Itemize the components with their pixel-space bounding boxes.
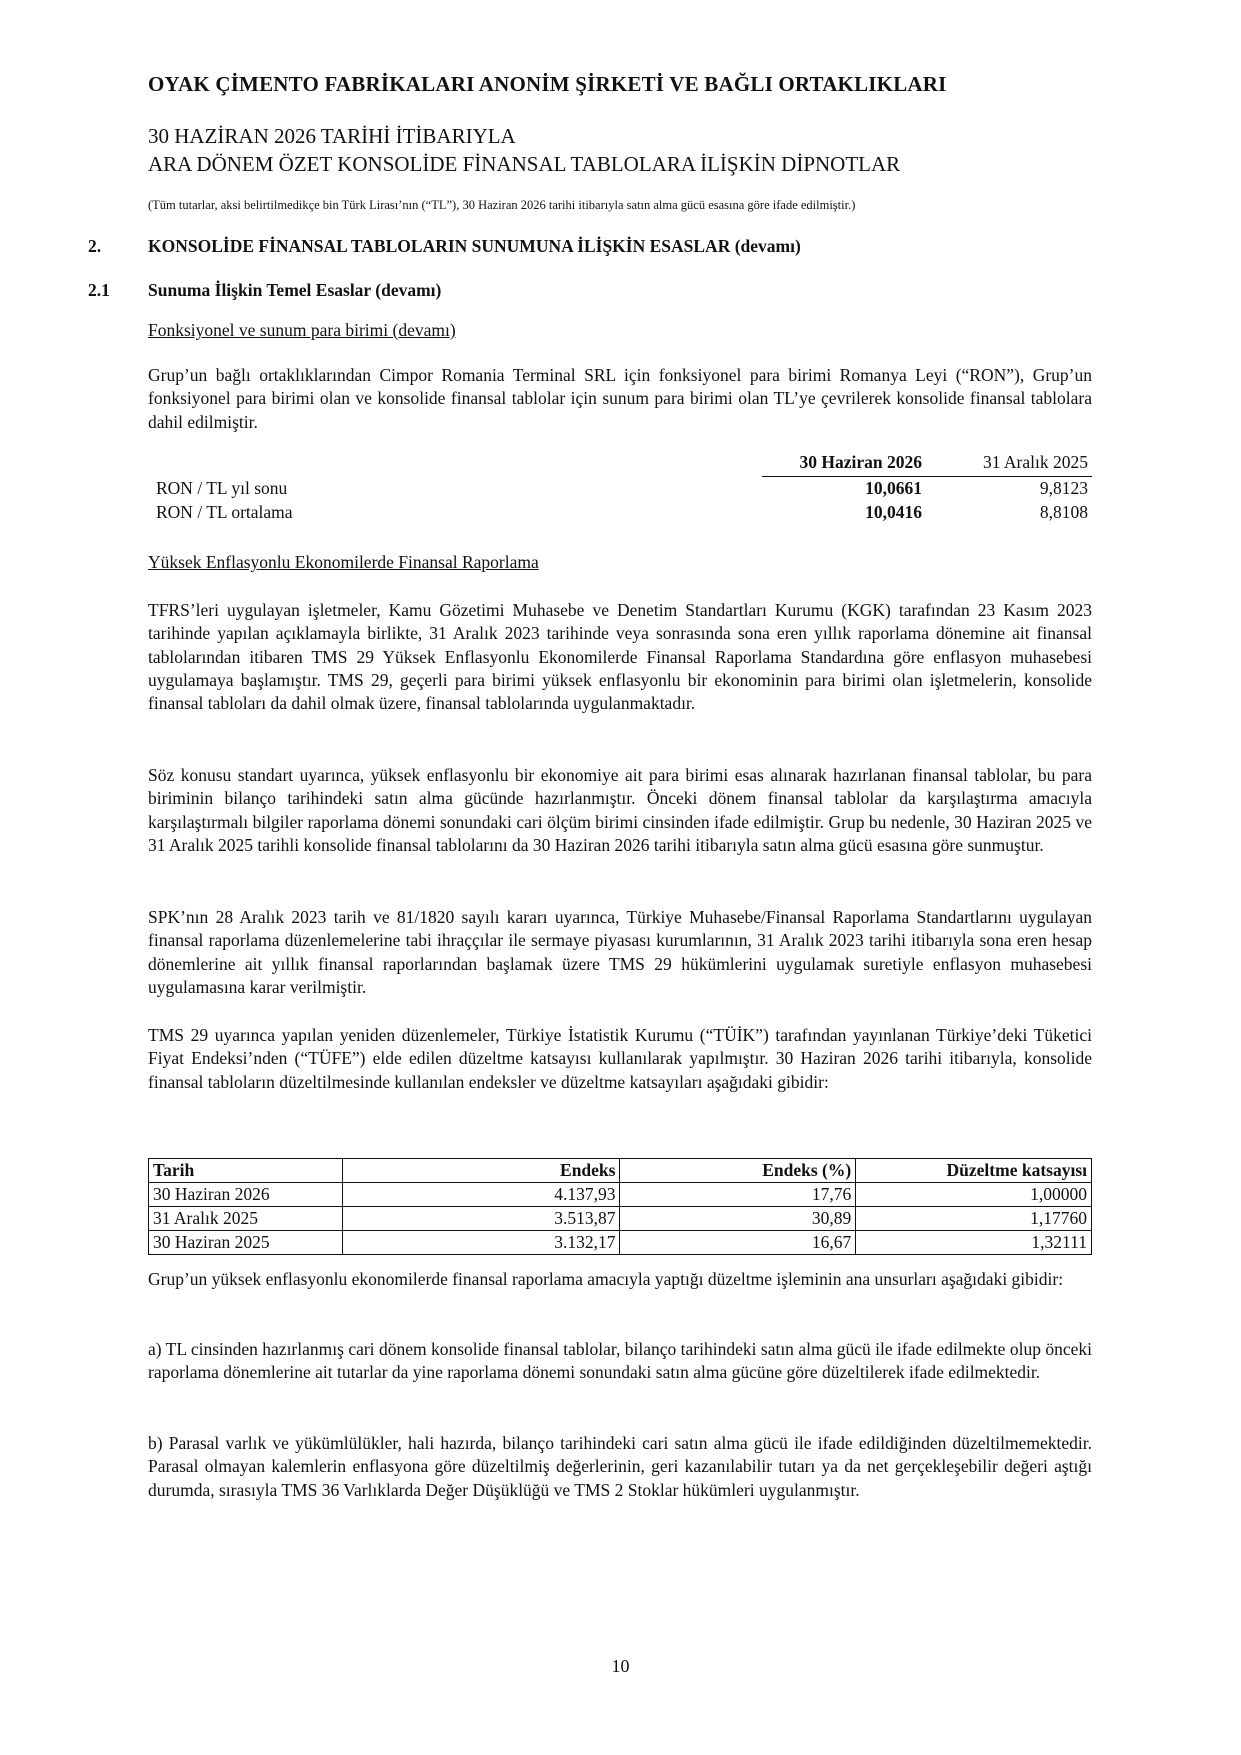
cpi-header-index-pct: Endeks (%) — [620, 1159, 856, 1183]
rate-row-value-2025: 8,8108 — [1039, 502, 1088, 522]
cpi-cell-index: 3.132,17 — [342, 1231, 620, 1255]
table-row — [149, 1207, 1092, 1231]
cpi-cell-date: 31 Aralık 2025 — [149, 1207, 343, 1231]
rate-row-value-2026: 10,0416 — [865, 502, 922, 522]
amounts-note: (Tüm tutarlar, aksi belirtilmedikçe bin Türk Lirası’nın (“TL”), 30 Haziran 2026 tarihi itibarıyla satın alma gücü esasına göre ifade edilmiştir.) — [148, 198, 856, 212]
table-row — [149, 1231, 1092, 1255]
inflation-paragraph-4: TMS 29 uyarınca yapılan yeniden düzenlemeler, Türkiye İstatistik Kurumu (“TÜİK”) tarafından yayınlanan Türkiye’deki Tüketici Fiyat Endeksi’nden (“TÜFE”) elde edilen düzeltme katsayısı kullanılarak yapılmıştır. 30 Haziran 2026 tarihi itibarıyla, konsolide finansal tabloların düzeltilmesinde kullanılan endeksler ve düzeltme katsayıları aşağıdaki gibidir: — [148, 1025, 1092, 1092]
rate-col1-header: 30 Haziran 2026 — [799, 452, 922, 472]
subsection-number: 2.1 — [88, 280, 110, 300]
section-number: 2. — [88, 236, 102, 256]
table-row — [149, 1183, 1092, 1207]
inflation-paragraph-1: TFRS’leri uygulayan işletmeler, Kamu Gözetimi Muhasebe ve Denetim Standartları Kurumu (KGK) tarafından 23 Kasım 2023 tarihinde yapılan açıklamayla birlikte, 31 Aralık 2023 tarihinde veya sonrasında sona eren yıllık raporlama dönemine ait finansal tablolarından itibaren TMS 29 Yüksek Enflasyonlu Ekonomilerde Finansal Raporlama Standardına göre enflasyon muhasebesi uygulamaya başlamıştır. TMS 29, geçerli para birimi yüksek enflasyonlu bir ekonominin para birimi olan işletmelerin, konsolide finansal tabloları da dahil olmak üzere, finansal tablolarında uygulanmaktadır. — [148, 600, 1092, 714]
cpi-cell-coefficient: 1,32111 — [856, 1231, 1092, 1255]
rate-row — [148, 502, 1092, 526]
inflation-paragraph-5: Grup’un yüksek enflasyonlu ekonomilerde finansal raporlama amacıyla yaptığı düzeltme işleminin ana unsurları aşağıdaki gibidir: — [148, 1269, 1064, 1289]
cpi-cell-date: 30 Haziran 2026 — [149, 1183, 343, 1207]
rate-header-rule — [762, 476, 1092, 477]
inflation-paragraph-6: a) TL cinsinden hazırlanmış cari dönem konsolide finansal tablolar, bilanço tarihindeki satın alma gücü ile ifade edilmekte olup önceki raporlama dönemlerine ait tutarlar da yine raporlama dönemi sonundaki satın alma gücüne göre düzeltilerek ifade edilmektedir. — [148, 1339, 1092, 1383]
currency-heading: Fonksiyonel ve sunum para birimi (devamı) — [148, 320, 456, 340]
cpi-table-header-row — [149, 1159, 1092, 1183]
cpi-cell-index-pct: 30,89 — [620, 1207, 856, 1231]
report-title-line: ARA DÖNEM ÖZET KONSOLİDE FİNANSAL TABLOLARA İLİŞKİN DİPNOTLAR — [148, 152, 901, 176]
cpi-cell-index: 4.137,93 — [342, 1183, 620, 1207]
cpi-cell-coefficient: 1,00000 — [856, 1183, 1092, 1207]
rate-row — [148, 478, 1092, 502]
inflation-paragraph-2: Söz konusu standart uyarınca, yüksek enflasyonlu bir ekonomiye ait para birimi esas alınarak hazırlanan finansal tablolar, bu para biriminin bilanço tarihindeki satın alma gücünde hazırlanmıştır. Önceki dönem finansal tablolar da karşılaştırma amacıyla karşılaştırmalı bilgiler raporlama dönemi sonundaki cari ölçüm birimi cinsinden ifade edilmiştir. Grup bu nedenle, 30 Haziran 2025 ve 31 Aralık 2025 tarihli konsolide finansal tablolarını da 30 Haziran 2026 tarihi itibarıyla satın alma gücü esasına göre sunmuştur. — [148, 765, 1092, 855]
cpi-cell-date: 30 Haziran 2025 — [149, 1231, 343, 1255]
inflation-paragraph-3: SPK’nın 28 Aralık 2023 tarih ve 81/1820 sayılı kararı uyarınca, Türkiye Muhasebe/Finansal Raporlama Standartlarını uygulayan finansal raporlama düzenlemelerine tabi ihraççılar ile sermaye piyasası kurumlarının, 31 Aralık 2023 tarihi itibarıyla sona eren hesap dönemlerine ait yıllık finansal raporlarından başlamak üzere TMS 29 hükümlerini uygulamak suretiyle enflasyon muhasebesi uygulamasına karar verilmiştir. — [148, 907, 1092, 997]
rate-col2-header: 31 Aralık 2025 — [983, 452, 1088, 472]
cpi-cell-index-pct: 17,76 — [620, 1183, 856, 1207]
inflation-heading: Yüksek Enflasyonlu Ekonomilerde Finansal Raporlama — [148, 552, 539, 572]
rate-row-value-2025: 9,8123 — [1039, 478, 1088, 498]
cpi-cell-index: 3.513,87 — [342, 1207, 620, 1231]
inflation-paragraph-7: b) Parasal varlık ve yükümlülükler, hali hazırda, bilanço tarihindeki cari satın alma gücü ile ifade edildiğinden düzeltilmemektedir. Parasal olmayan kalemlerin enflasyona göre düzeltilmiş değerlerinin, geri kazanılabilir tutarı ya da net gerçekleşebilir değeri aştığı durumda, sırasıyla TMS 36 Varlıklarda Değer Düşüklüğü ve TMS 2 Stoklar hükümleri uygulanmıştır. — [148, 1433, 1092, 1500]
cpi-header-index: Endeks — [342, 1159, 620, 1183]
cpi-header-date: Tarih — [149, 1159, 343, 1183]
cpi-cell-index-pct: 16,67 — [620, 1231, 856, 1255]
rate-row-label: RON / TL yıl sonu — [156, 478, 288, 498]
company-title: OYAK ÇİMENTO FABRİKALARI ANONİM ŞİRKETİ VE BAĞLI ORTAKLIKLARI — [148, 72, 947, 96]
rate-row-value-2026: 10,0661 — [865, 478, 922, 498]
currency-paragraph: Grup’un bağlı ortaklıklarından Cimpor Romania Terminal SRL için fonksiyonel para birimi Romanya Leyi (“RON”), Grup’un fonksiyonel para birimi olan ve konsolide finansal tablolar için sunum para birimi olan TL’ye çevrilerek konsolide finansal tablolara dahil edilmiştir. — [148, 365, 1092, 432]
cpi-index-table — [148, 1158, 1092, 1255]
section-title: KONSOLİDE FİNANSAL TABLOLARIN SUNUMUNA İLİŞKİN ESASLAR (devamı) — [148, 236, 801, 256]
cpi-header-coefficient: Düzeltme katsayısı — [856, 1159, 1092, 1183]
rate-header-row — [148, 452, 1092, 476]
subsection-title: Sunuma İlişkin Temel Esaslar (devamı) — [148, 280, 442, 300]
report-date-line: 30 HAZİRAN 2026 TARİHİ İTİBARIYLA — [148, 124, 516, 148]
page-number: 10 — [611, 1656, 630, 1676]
cpi-cell-coefficient: 1,17760 — [856, 1207, 1092, 1231]
rate-row-label: RON / TL ortalama — [156, 502, 293, 522]
